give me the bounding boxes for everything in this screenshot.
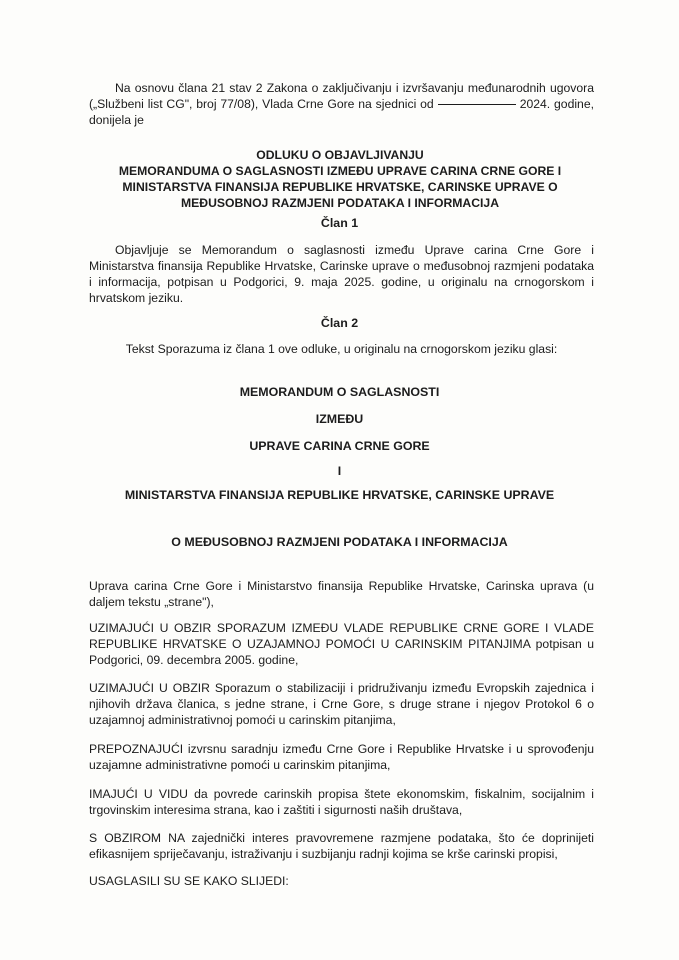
intro-text-part1: Na osnovu člana 21 stav 2 Zakona o zaključivanju i izvršavanju međunarodnih ugovora („Službeni list CG", broj 77/08), Vlada Crne Gore na sjednici od xyxy=(89,81,594,111)
memorandum-subject: O MEĐUSOBNOJ RAZMJENI PODATAKA I INFORMACIJA xyxy=(171,535,508,549)
intro-paragraph xyxy=(89,80,594,128)
preamble-agreement-2005: UZIMAJUĆI U OBZIR SPORAZUM IZMEĐU VLADE REPUBLIKE CRNE GORE I VLADE REPUBLIKE HRVATSKE O UZAJAMNOJ POMOĆI U CARINSKIM PITANJIMA potpisan u Podgorici, 09. decembra 2005. godine, xyxy=(89,621,594,667)
article1-text: Objavljuje se Memorandum o saglasnosti između Uprave carina Crne Gore i Ministarstva finansija Republike Hrvatske, Carinske uprave o međusobnoj razmjeni podataka i informacija, potpisan u Podgorici, 9. maja 2025. godine, u originalu na crnogorskom i hrvatskom jeziku. xyxy=(89,243,594,305)
preamble-parties: Uprava carina Crne Gore i Ministarstvo finansija Republike Hrvatske, Carinska uprava (u daljem tekstu „strane"), xyxy=(89,579,594,609)
memorandum-party2: MINISTARSTVA FINANSIJA REPUBLIKE HRVATSKE, CARINSKE UPRAVE xyxy=(124,488,555,502)
preamble-common-interest: S OBZIROM NA zajednički interes pravovremene razmjene podataka, što će doprinijeti efikasnijem spriječavanju, istraživanju i suzbijanju radnji kojima se krše carinski propisi, xyxy=(89,831,594,861)
decision-title-main: MEMORANDUMA O SAGLASNOSTI IZMEĐU UPRAVE CARINA CRNE GORE I MINISTARSTVA FINANSIJA REPUBLIKE HRVATSKE, CARINSKE UPRAVE O MEĐUSOBNOJ RAZMJENI PODATAKA I INFORMACIJA xyxy=(118,164,562,210)
preamble-ssa: UZIMAJUĆI U OBZIR Sporazum o stabilizaciji i pridruživanju između Evropskih zajednica i njihovih država članica, s jedne strane, i Crne Gore, s druge strane i njegov Protokol 6 o uzajamnoj administrativnoj pomoći u carinskim pitanjima, xyxy=(89,681,594,727)
preamble-violations: IMAJUĆI U VIDU da povrede carinskih propisa štete ekonomskim, fiskalnim, socijalnim i trgovinskim interesima strana, kao i zaštiti i sigurnosti naših društava, xyxy=(89,787,594,817)
decision-title-line1: ODLUKU O OBJAVLJIVANJU xyxy=(256,148,424,162)
preamble-cooperation: PREPOZNAJUĆI izvrsnu saradnju između Crne Gore i Republike Hrvatske i u sprovođenju uzajamne administrativne pomoći u carinskim pitanjima, xyxy=(89,742,594,772)
article2-heading: Član 2 xyxy=(320,316,359,330)
memorandum-and: I xyxy=(337,464,342,478)
article1-heading: Član 1 xyxy=(320,216,359,230)
agreed-as-follows: USAGLASILI SU SE KAKO SLIJEDI: xyxy=(89,874,289,888)
intro-text-part2: 2024. godine, donijela je xyxy=(89,97,594,127)
memorandum-between: IZMEĐU xyxy=(315,412,364,426)
date-blank-line xyxy=(438,104,516,105)
memorandum-title: MEMORANDUM O SAGLASNOSTI xyxy=(239,385,440,399)
memorandum-party1: UPRAVE CARINA CRNE GORE xyxy=(249,439,430,453)
article2-text: Tekst Sporazuma iz člana 1 ove odluke, u originalu na crnogorskom jeziku glasi: xyxy=(125,342,558,356)
